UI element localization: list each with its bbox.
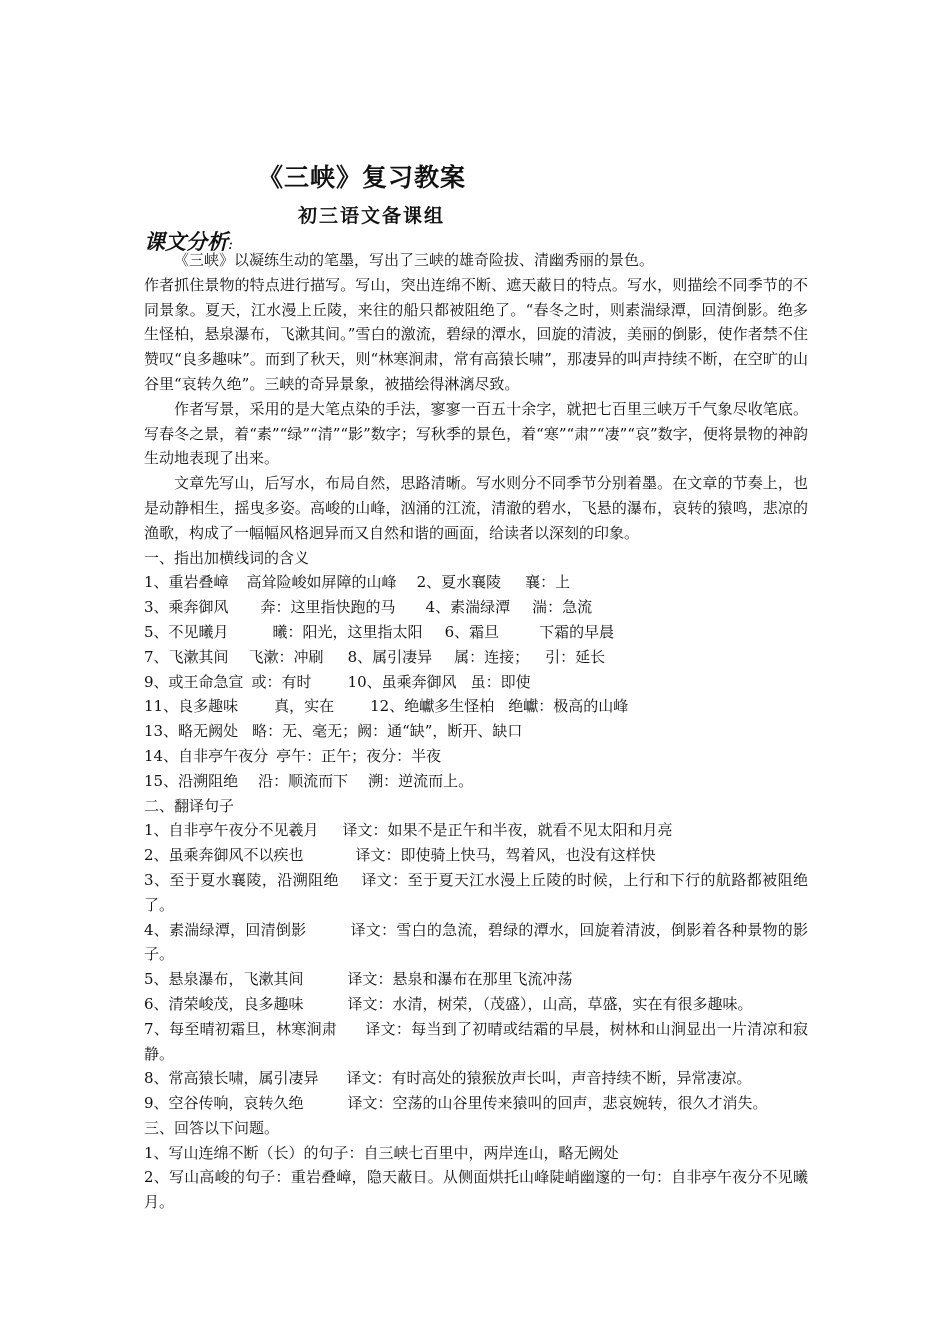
translation-answer: 译文：有时高处的猿猴放声长叫，声音持续不断，异常凄凉。 xyxy=(346,1069,752,1088)
analysis-paragraph: 作者写景，采用的是大笔点染的手法，寥寥一百五十余字，就把七百里三峡万千气象尽收笔底。写春冬之景，着“素”“绿”“清”“影”数字；写秋季的景色，着“寒”“肃”“凄”“哀”数字，便将景物的神韵生动地表现了出来。 xyxy=(144,399,808,468)
translation-item xyxy=(144,1017,808,1067)
vocab-term: 15、沿溯阻绝 xyxy=(144,771,239,790)
vocab-term: 9、或王命急宣 xyxy=(144,672,244,691)
translation-answer: 译文：至于夏天江水漫上丘陵的时候，上行和下行的航路都被阻绝了。 xyxy=(144,870,808,914)
vocab-meaning: 属：连接； xyxy=(454,647,530,666)
vocab-meaning: 亭午：正午；夜分：半夜 xyxy=(276,746,442,765)
vocab-term: 7、飞漱其间 xyxy=(144,647,229,666)
translation-item xyxy=(144,868,808,918)
vocab-meaning: 飞漱：冲刷 xyxy=(248,647,324,666)
vocab-meaning: 高耸险峻如屏障的山峰 xyxy=(246,573,397,592)
vocab-meaning: 溯：逆流而上。 xyxy=(368,771,474,790)
question-item: 1、写山连绵不断（长）的句子：自三峡七百里中，两岸连山，略无阙处 xyxy=(144,1143,619,1162)
vocab-meaning: 襄：上 xyxy=(525,573,571,592)
vocab-term: 13、略无阙处 xyxy=(144,722,239,741)
vocab-meaning: 真，实在 xyxy=(274,697,335,716)
translation-item xyxy=(144,967,808,992)
vocab-meaning: 或：有时 xyxy=(251,672,312,691)
vocab-meaning: 绝巘：极高的山峰 xyxy=(508,697,629,716)
vocab-meaning: 沿：顺流而下 xyxy=(258,771,349,790)
translation-item xyxy=(144,1091,808,1116)
translation-question: 8、常高猿长啸，属引凄异 xyxy=(144,1069,319,1088)
translation-answer: 译文：如果不是正午和半夜，就看不见太阳和月亮 xyxy=(342,821,673,840)
vocab-term: 10、虽乘奔御风 xyxy=(347,672,457,691)
vocab-meaning: 湍：急流 xyxy=(532,598,593,617)
vocab-meaning: 奔：这里指快跑的马 xyxy=(260,598,396,617)
translation-item xyxy=(144,843,808,868)
translation-question: 5、悬泉瀑布，飞漱其间 xyxy=(144,970,304,989)
vocab-term: 11、良多趣味 xyxy=(144,697,239,716)
analysis-heading-colon: : xyxy=(228,235,234,253)
vocab-line xyxy=(144,744,808,769)
analysis-heading-text: 课文分析 xyxy=(144,229,228,254)
translation-item xyxy=(144,918,808,968)
vocab-term: 4、素湍绿潭 xyxy=(425,598,511,617)
vocab-term: 3、乘奔御风 xyxy=(144,598,229,617)
section1-heading: 一、指出加横线词的含义 xyxy=(144,548,310,567)
vocab-term: 1、重岩叠嶂 xyxy=(144,573,229,592)
vocab-line xyxy=(144,645,808,670)
translation-question: 3、至于夏水襄陵，沿溯阻绝 xyxy=(144,870,339,889)
vocab-term: 14、自非亭午夜分 xyxy=(144,746,269,765)
vocab-meaning: 曦：阳光，这里指太阳 xyxy=(272,622,423,641)
translation-question: 1、自非亭午夜分不见羲月 xyxy=(144,821,319,840)
document-title: 《三峡》复习教案 xyxy=(258,163,467,192)
section2-heading: 二、翻译句子 xyxy=(144,796,235,815)
vocab-meaning: 下霜的早晨 xyxy=(539,622,615,641)
section3-heading: 三、回答以下问题。 xyxy=(144,1118,280,1137)
translation-answer: 译文：每当到了初晴或结霜的早晨，树林和山涧显出一片清凉和寂静。 xyxy=(144,1019,808,1063)
analysis-paragraph: 文章先写山，后写水，布局自然，思路清晰。写水则分不同季节分别着墨。在文章的节奏上，也是动静相生，摇曳多姿。高峻的山峰，汹涌的江流，清澈的碧水，飞悬的瀑布，哀转的猿鸣，悲凉的渔歌，构成了一幅幅风格迥异而又自然和谐的画面，给读者以深刻的印象。 xyxy=(144,474,808,542)
translation-answer: 译文：悬泉和瀑布在那里飞流冲荡 xyxy=(347,970,573,989)
translation-answer: 译文：雪白的急流，碧绿的潭水，回旋着清波，倒影着各种景物的影子。 xyxy=(144,920,808,964)
document-body xyxy=(144,248,808,1215)
vocab-meaning: 略：无、毫无；阙：通“缺”，断开、缺口 xyxy=(252,722,523,741)
translation-question: 9、空谷传响，哀转久绝 xyxy=(144,1094,304,1113)
vocab-line xyxy=(144,570,808,595)
vocab-meaning: 虽：即使 xyxy=(470,672,531,691)
translation-question: 7、每至晴初霜旦，林寒涧肃 xyxy=(144,1019,338,1038)
translation-question: 4、素湍绿潭，回清倒影 xyxy=(144,920,307,939)
vocab-line xyxy=(144,670,808,695)
translation-item xyxy=(144,818,808,843)
vocab-line xyxy=(144,719,808,744)
vocab-line xyxy=(144,694,808,719)
vocab-term: 2、夏水襄陵 xyxy=(416,573,502,592)
translation-item xyxy=(144,1066,808,1091)
vocab-line xyxy=(144,595,808,620)
question-item: 2、写山高峻的句子：重岩叠嶂，隐天蔽日。从侧面烘托山峰陡峭幽邃的一句：自非亭午夜分不见曦月。 xyxy=(144,1168,808,1212)
vocab-line xyxy=(144,769,808,794)
vocab-term: 6、霜旦 xyxy=(444,622,500,641)
vocab-term: 12、绝巘多生怪柏 xyxy=(370,697,495,716)
analysis-paragraph: 作者抓住景物的特点进行描写。写山，突出连绵不断、遮天蔽日的特点。写水，则描绘不同季节的不同景象。夏天，江水漫上丘陵，来往的船只都被阻绝了。“春冬之时，则素湍绿潭，回清倒影。绝多生怪柏，悬泉瀑布，飞漱其间。”雪白的激流，碧绿的潭水，回旋的清波，美丽的倒影，使作者禁不住赞叹“良多趣味”。而到了秋天，则“林寒涧肃，常有高猿长啸”，那凄异的叫声持续不断，在空旷的山谷里“哀转久绝”。三峡的奇异景象，被描绘得淋漓尽致。 xyxy=(144,275,808,393)
translation-answer: 译文：即使骑上快马，驾着风，也没有这样快 xyxy=(355,846,656,865)
analysis-paragraph: 《三峡》以凝练生动的笔墨，写出了三峡的雄奇险拔、清幽秀丽的景色。 xyxy=(174,251,655,269)
vocab-line xyxy=(144,620,808,645)
vocab-meaning: 引：延长 xyxy=(545,647,606,666)
translation-answer: 译文：水清，树荣，（茂盛），山高，草盛，实在有很多趣味。 xyxy=(347,994,753,1013)
translation-answer: 译文：空荡的山谷里传来猿叫的回声，悲哀婉转，很久才消失。 xyxy=(347,1094,768,1113)
translation-question: 6、清荣峻茂，良多趣味 xyxy=(144,994,304,1013)
translation-question: 2、虽乘奔御风不以疾也 xyxy=(144,846,304,865)
document-subtitle: 初三语文备课组 xyxy=(298,205,446,227)
vocab-term: 5、不见曦月 xyxy=(144,622,229,641)
translation-item xyxy=(144,992,808,1017)
vocab-term: 8、属引凄异 xyxy=(347,647,433,666)
